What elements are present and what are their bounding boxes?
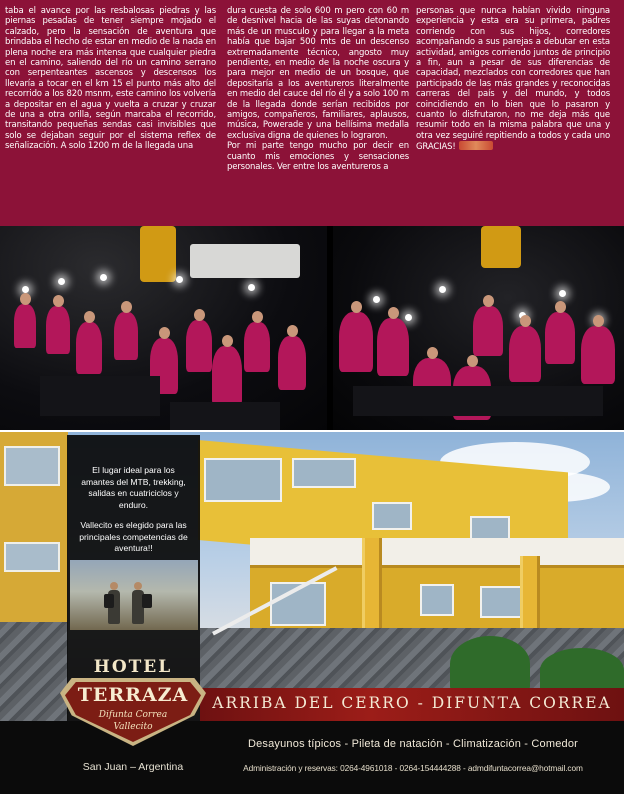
- article-text-1: taba el avance por las resbalosas piedras y las piernas pesadas de tener siempre mojado el calzado, pero la sensación de aventura que brindaba el hecho de estar en medio de la nada en plena noche era más intensa que cualquier piedra en el camino, saliendo del río un camino serrano con serpenteantes ascensos y descensos los llevaría a tocar en el km 15 el punto más alto del recorrido a los 820 msnm, este camino los volvería a depositar en el agua y vuelta a cruzar y cruzar de una a otra orilla, según marcaba el recorrido, transitando pequeñas sendas casi invisibles que solo se dejaban seguir por el sistema reflex de señalización. A solo 1200 m de la llegada una: [5, 6, 216, 152]
- article-text-2b: Por mi parte tengo mucho por decir en cuanto mis emociones y sensaciones personales. Ver entre los aventureros a: [227, 141, 409, 173]
- panel-tagline-1: El lugar ideal para los amantes del MTB, trekking, salidas en cuatriciclos y enduro.: [81, 465, 186, 510]
- runner: [186, 320, 212, 372]
- headlamp-light: [248, 284, 255, 291]
- runner: [581, 326, 615, 384]
- runner-legs: [170, 402, 280, 430]
- runner: [377, 318, 409, 376]
- headlamp-light: [58, 278, 65, 285]
- runner: [114, 312, 138, 360]
- runner: [509, 326, 541, 382]
- runner: [76, 322, 102, 374]
- bush: [540, 648, 624, 692]
- services-text: Desayunos típicos - Pileta de natación - Climatización - Comedor: [247, 738, 579, 750]
- runner: [545, 312, 575, 364]
- location-text: San Juan – Argentina: [82, 761, 184, 773]
- article-text-2a: dura cuesta de solo 600 m pero con 60 m de desnivel hacia de las suyas detonando más de un musculo y para llegar a la meta había que bajar 500 mts de un descenso extremadamente técnico, angosto muy pendiente, en medio de la noche oscura y para mejor en medio de un bosque, que depositaría a los aventureros literalmente en medio del cauce del río él y a solo 100 m de la llegada donde serían recibidos por amigos, compañeros, familiares, aplausos, música, Powerade y una bellísima medalla exclusiva digna de quienes lo lograron.: [227, 6, 409, 141]
- hikers-photo: [70, 560, 198, 630]
- redaction-mark: [459, 141, 493, 150]
- article-column-3: [416, 6, 610, 228]
- headlamp-light: [22, 286, 29, 293]
- headlamp-light: [176, 276, 183, 283]
- runner-legs: [40, 376, 160, 416]
- night-runners-photo-left: [0, 226, 327, 430]
- window: [292, 458, 356, 488]
- runner: [244, 322, 270, 372]
- inflatable-arch: [481, 226, 521, 268]
- bush: [450, 636, 530, 692]
- inflatable-arch: [140, 226, 176, 282]
- backpack: [104, 594, 114, 608]
- window: [4, 446, 60, 486]
- contact-text: Administración y reservas: 0264-4961018 - 0264-154444288 - admdifuntacorrea@hotmail.com: [243, 763, 583, 773]
- article-column-2: [227, 6, 409, 228]
- logo-subtitle-1: Difunta Correa: [98, 710, 168, 720]
- window: [480, 586, 524, 618]
- article-text-3-body: personas que nunca habían vivido ninguna experiencia y esta era su primera, padres corriendo con sus hijos, corredores acompañando a sus parejas a debutar en esta actividad, amigos corriendo juntos de principio a fin, aun a pesar de sus diferencias de capacidad, mezclados con corredores que han participado de las más grandes y reconocidas carreras del país y del mundo, y todos coincidiendo en lo bien que lo pasaron y cuanto lo disfrutaron, no me deja más que resumir todo en la misma palabra que una y otra vez seguiré repitiendo a todos y cada uno GRACIAS!: [416, 6, 610, 153]
- logo-name: TERRAZA: [77, 684, 189, 706]
- headlamp-light: [405, 314, 412, 321]
- ambulance: [190, 244, 300, 278]
- headlamp-light: [559, 290, 566, 297]
- logo-subtitle-2: Vallecito: [113, 722, 153, 732]
- window: [372, 502, 412, 530]
- headlamp-light: [100, 274, 107, 281]
- photo-strip: [0, 226, 624, 430]
- headlamp-light: [373, 296, 380, 303]
- window: [420, 584, 454, 616]
- runner: [339, 312, 373, 372]
- window: [4, 542, 60, 572]
- hotel-balcony: [250, 538, 624, 568]
- runner-legs: [353, 386, 603, 416]
- headlamp-light: [439, 286, 446, 293]
- article-column-1: [5, 6, 216, 228]
- logo-hotel-word: HOTEL: [93, 657, 173, 677]
- article-section: [0, 0, 624, 230]
- stone-wall: [0, 622, 68, 722]
- runner: [46, 306, 70, 354]
- hotel-advertisement: [0, 432, 624, 794]
- panel-text: [75, 465, 192, 564]
- runner: [473, 306, 503, 356]
- banner-title: ARRIBA DEL CERRO - DIFUNTA CORREA: [212, 694, 612, 712]
- runner: [278, 336, 306, 390]
- panel-tagline-2: Vallecito es elegido para las principales competencias de aventura!!: [79, 520, 188, 553]
- article-text-3: [416, 6, 610, 153]
- backpack: [142, 594, 152, 608]
- night-runners-photo-right: [333, 226, 624, 430]
- runner: [14, 304, 36, 348]
- window: [204, 458, 282, 502]
- runner: [212, 346, 242, 406]
